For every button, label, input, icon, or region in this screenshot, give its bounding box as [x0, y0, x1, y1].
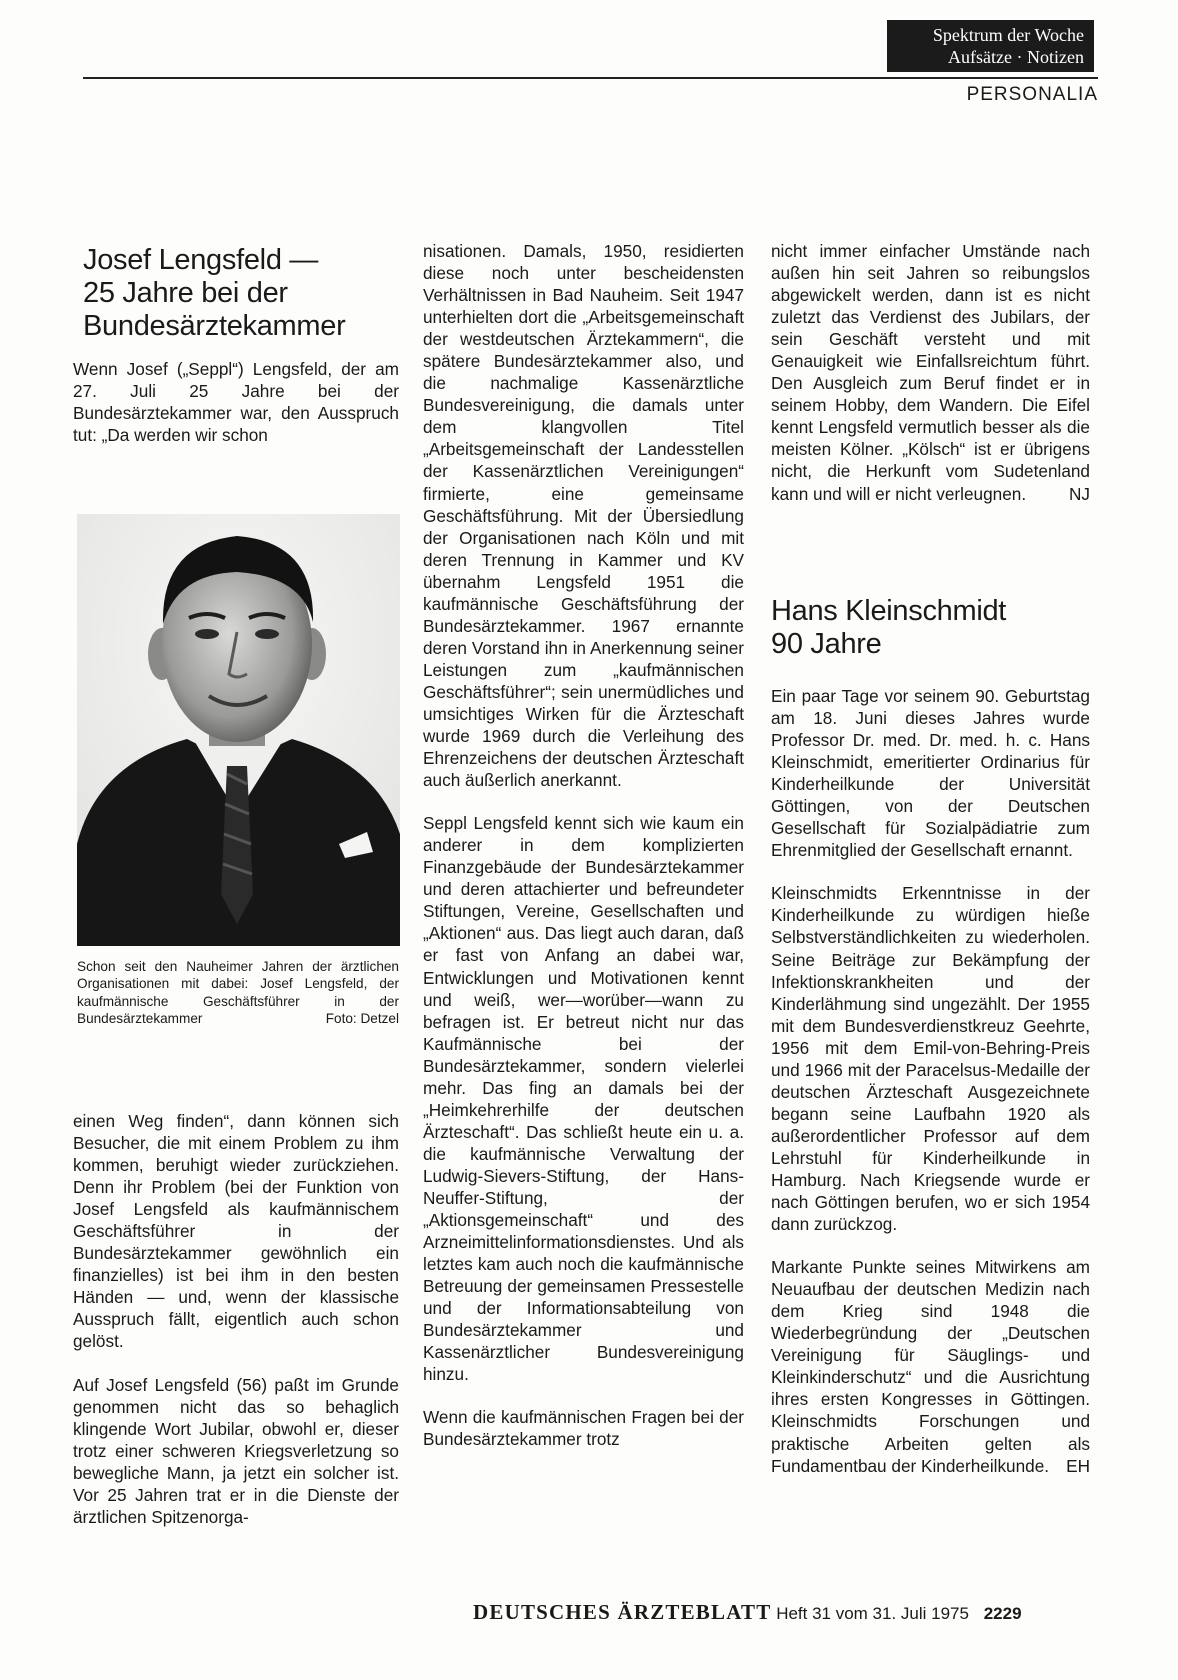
article1-title [83, 244, 413, 343]
article1-lead [73, 358, 399, 446]
section-label [887, 20, 1094, 72]
article2-title-line2: 90 Jahre [771, 628, 882, 660]
page-number: 2229 [983, 1604, 1022, 1623]
article2-paragraph [771, 1256, 1090, 1476]
article1-paragraph: nisationen. Damals, 1950, residierten diese noch unter bescheidensten Verhältnissen in Bad Nauheim. Seit 1947 unterhielten dort die „Arbeitsgemeinschaft der westdeutschen Ärztekammern“, die spätere Bundesärztekammer also, und die nachmalige Kassenärztliche Bundesvereinigung, die damals unter dem klangvollen Titel „Arbeitsgemeinschaft der Landesstellen der Kassenärztlichen Vereinigungen“ firmierte, eine gemeinsame Geschäftsführung. Mit der Übersiedlung der Organisationen nach Köln und mit deren Trennung in Kammer und KV übernahm Lengsfeld 1951 die kaufmännische Geschäftsführung der Bundesärztekammer. 1967 ernannte deren Vorstand ihn in Anerkennung seiner Leistungen zum „kaufmännischen Geschäftsführer“; sein unermüdliches und umsichtiges Wirken für die Ärzteschaft wurde 1969 durch die Verleihung des Ehrenzeichens der deutschen Ärzteschaft auch äußerlich anerkannt. [423, 241, 744, 791]
kicker: PERSONALIA [966, 84, 1098, 105]
portrait-image [77, 514, 400, 946]
article2-closing-text: Markante Punkte seines Mitwirkens am Neuaufbau der deutschen Medizin nach dem Krieg sind 1948 die Wiederbegründung der „Deutschen Vereinigung für Säuglings- und Kleinkinderschutz“ und die Ausrichtung ihres ersten Kongresses in Göttingen. Kleinschmidts Forschungen und praktische Arbeiten gelten als Fundamentbau der Kinderheilkunde. [771, 1257, 1090, 1476]
article2-paragraph: Kleinschmidts Erkenntnisse in der Kinderheilkunde zu würdigen hieße Selbstverständlichkeiten zu wiederholen. Seine Beiträge zur Bekämpfung der Infektionskrankheiten und der Kinderlähmung sind ungezählt. Der 1955 mit dem Bundesverdienstkreuz Geehrte, 1956 mit dem Emil-von-Behring-Preis und 1966 mit der Paracelsus-Medaille der deutschen Ärzteschaft Ausgezeichnete begann seine Laufbahn 1920 als außerordentlicher Professor auf dem Lehrstuhl für Kinderheilkunde in Hamburg. Nach Kriegsende wurde er nach Göttingen berufen, wo er sich 1954 dann zurückzog. [771, 883, 1090, 1235]
article1-paragraph: Seppl Lengsfeld kennt sich wie kaum ein anderer in dem komplizierten Finanzgebäude der Bundesärztekammer und deren attachierter und befreundeter Stiftungen, Vereine, Gesellschaften und „Aktionen“ aus. Das liegt auch daran, daß er fast von Anfang an dabei war, Entwicklungen und Motivationen kennt und weiß, wer—worüber—wann zu befragen ist. Er betreut nicht nur das Kaufmännische bei der Bundesärztekammer, sondern vielerlei mehr. Das fing an damals bei der „Heimkehrerhilfe der deutschen Ärzteschaft“. Das schließt heute ein u. a. die kaufmännische Verwaltung der Ludwig-Sievers-Stiftung, der Hans-Neuffer-Stiftung, der „Aktionsgemeinschaft“ und des Arzneimittelinformationsdienstes. Und als letztes kam auch noch die kaufmännische Betreuung der gemeinsamen Pressestelle und der Informationsabteilung von Bundesärztekammer und Kassenärztlicher Bundesvereinigung hinzu. [423, 813, 744, 1385]
article1-signoff: NJ [1068, 483, 1090, 504]
article1-column3 [771, 240, 1090, 505]
article1-paragraph: einen Weg finden“, dann können sich Besucher, die mit einem Problem zu ihm kommen, beruhigt wieder zurückziehen. Denn ihr Problem (bei der Funktion von Josef Lengsfeld als kaufmännischem Geschäftsführer in der Bundesärztekammer gewöhnlich ein finanzielles) ist bei ihm in den besten Händen — und, wenn der klassische Ausspruch fällt, eigentlich auch schon gelöst. [73, 1111, 399, 1352]
article1-column1 [73, 1110, 399, 1528]
photo-credit: Foto: Detzel [325, 1010, 399, 1026]
article1-closing-text: nicht immer einfacher Umstände nach außen hin seit Jahren so reibungslos abgewickelt werden, dann ist es nicht zuletzt das Verdienst des Jubilars, der sein Geschäft versteht und mit Genauigkeit wie Einfallsreichtum führt. Den Ausgleich zum Beruf findet er in seinem Hobby, dem Wandern. Die Eifel kennt Lengsfeld vermutlich besser als die meisten Kölner. „Kölsch“ ist er übrigens nicht, die Herkunft vom Sudetenland kann und will er nicht verleugnen. [771, 241, 1090, 504]
article1-title-line1: Josef Lengsfeld — [83, 244, 319, 276]
page-footer [473, 1600, 1093, 1625]
section-label-line1: Spektrum der Woche [932, 25, 1084, 45]
article2-body [771, 685, 1090, 1477]
article2-title [771, 595, 1091, 661]
article1-column2 [423, 240, 744, 1450]
photo-caption-text: Schon seit den Nauheimer Jahren der ärztlichen Organisationen mit dabei: Josef Lengsfeld, der kaufmännische Geschäftsführer in der Bundesärztekammer [77, 959, 399, 1026]
article2-signoff: EH [1066, 1455, 1090, 1476]
article2-title-line1: Hans Kleinschmidt [771, 595, 1007, 627]
article2-paragraph: Ein paar Tage vor seinem 90. Geburtstag am 18. Juni dieses Jahres wurde Professor Dr. med. Dr. med. h. c. Hans Kleinschmidt, emeritierter Ordinarius für Kinderheilkunde der Universität Göttingen, von der Deutschen Gesellschaft für Sozialpädiatrie zum Ehrenmitglied der Gesellschaft ernannt. [771, 686, 1090, 861]
issue-info: Heft 31 vom 31. Juli 1975 [776, 1604, 969, 1623]
header-rule [83, 77, 1098, 79]
portrait-photo [77, 514, 400, 946]
section-label-line2: Aufsätze · Notizen [948, 47, 1084, 67]
article1-paragraph [771, 240, 1090, 505]
article1-paragraph: Auf Josef Lengsfeld (56) paßt im Grunde genommen nicht das so behaglich klingende Wort Jubilar, obwohl er, dieser trotz einer schweren Kriegsverletzung so bewegliche Mann, ja jetzt ein solcher ist. Vor 25 Jahren trat er in die Dienste der ärztlichen Spitzenorga- [73, 1374, 399, 1527]
article1-paragraph: Wenn die kaufmännischen Fragen bei der Bundesärztekammer trotz [423, 1407, 744, 1450]
article1-title-line2: 25 Jahre bei der [83, 277, 288, 309]
magazine-name: DEUTSCHES ÄRZTEBLATT [473, 1600, 772, 1624]
photo-caption [77, 958, 399, 1027]
article1-lead-text: Wenn Josef („Seppl“) Lengsfeld, der am 27. Juli 25 Jahre bei der Bundesärztekammer war, den Ausspruch tut: „Da werden wir schon [73, 359, 399, 446]
article1-title-line3: Bundesärztekammer [83, 310, 346, 342]
